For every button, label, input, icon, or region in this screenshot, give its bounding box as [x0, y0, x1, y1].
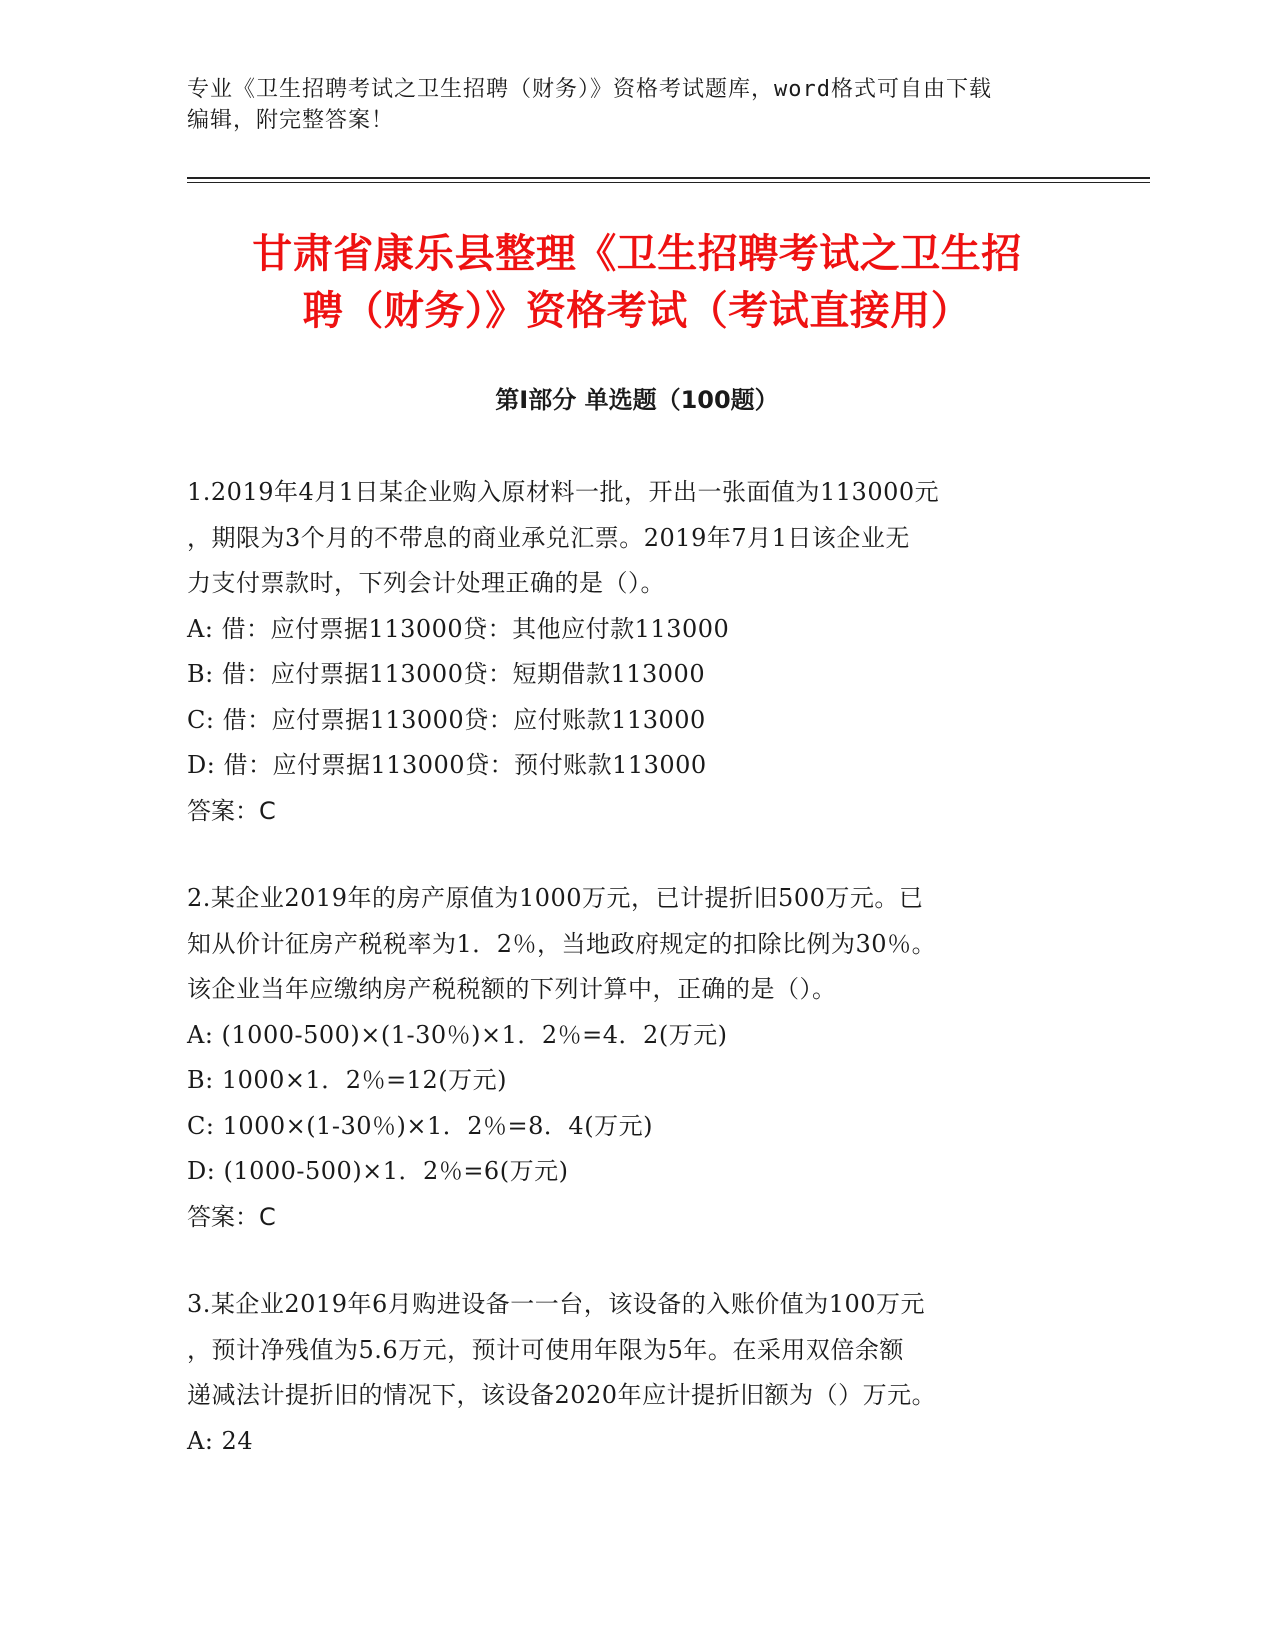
document-title-line-1: 甘肃省康乐县整理《卫生招聘考试之卫生招	[252, 231, 1022, 277]
question-stem-line: ，预计净残值为5.6万元，预计可使用年限为5年。在采用双倍余额	[187, 1335, 904, 1364]
option-d: D: 借：应付票据113000贷：预付账款113000	[187, 751, 707, 779]
answer-label: 答案：C	[187, 796, 276, 825]
option-a: A: 借：应付票据113000贷：其他应付款113000	[187, 614, 730, 643]
option-a: A: 24	[187, 1426, 254, 1455]
option-a: A: (1000-500)×(1-30％)×1．2％=4．2(万元)	[187, 1020, 728, 1049]
question-stem-line: 力支付票款时，下列会计处理正确的是（）。	[187, 569, 665, 597]
header-divider-thin	[187, 182, 1150, 183]
section-heading: 第Ⅰ部分 单选题（100题）	[495, 386, 779, 414]
header-note-line-1: 专业《卫生招聘考试之卫生招聘（财务）》资格考试题库，word格式可自由下载	[187, 77, 992, 102]
question-stem-line: 递减法计提折旧的情况下，该设备2020年应计提折旧额为（）万元。	[187, 1381, 937, 1409]
question-stem-line: 知从价计征房产税税率为1．2％，当地政府规定的扣除比例为30％。	[187, 929, 937, 958]
header-note-line-2: 编辑，附完整答案！	[187, 108, 395, 133]
question-stem-line: 该企业当年应缴纳房产税税额的下列计算中，正确的是（）。	[187, 975, 837, 1003]
answer-label: 答案：C	[187, 1202, 276, 1231]
document-title-line-2: 聘（财务）》资格考试（考试直接用）	[302, 288, 972, 334]
question-1	[187, 470, 1087, 834]
option-b: B: 借：应付票据113000贷：短期借款113000	[187, 660, 706, 688]
question-stem-line: 2.某企业2019年的房产原值为1000万元，已计提折旧500万元。已	[187, 884, 924, 912]
question-stem-line: 1.2019年4月1日某企业购入原材料一批，开出一张面值为113000元	[187, 478, 940, 506]
question-list	[187, 470, 1087, 1506]
option-c: C: 1000×(1-30％)×1．2％=8．4(万元)	[187, 1111, 653, 1140]
question-2	[187, 876, 1087, 1240]
question-stem-line: 3.某企业2019年6月购进设备一一台，该设备的入账价值为100万元	[187, 1290, 926, 1318]
option-c: C: 借：应付票据113000贷：应付账款113000	[187, 705, 706, 734]
header-note	[187, 74, 1087, 136]
question-stem-line: ，期限为3个月的不带息的商业承兑汇票。2019年7月1日该企业无	[187, 523, 910, 552]
document-title	[187, 226, 1087, 340]
option-b: B: 1000×1．2％=12(万元)	[187, 1066, 507, 1094]
question-3	[187, 1282, 1087, 1464]
header-divider-thick	[187, 177, 1150, 179]
option-d: D: (1000-500)×1．2％=6(万元)	[187, 1157, 569, 1185]
